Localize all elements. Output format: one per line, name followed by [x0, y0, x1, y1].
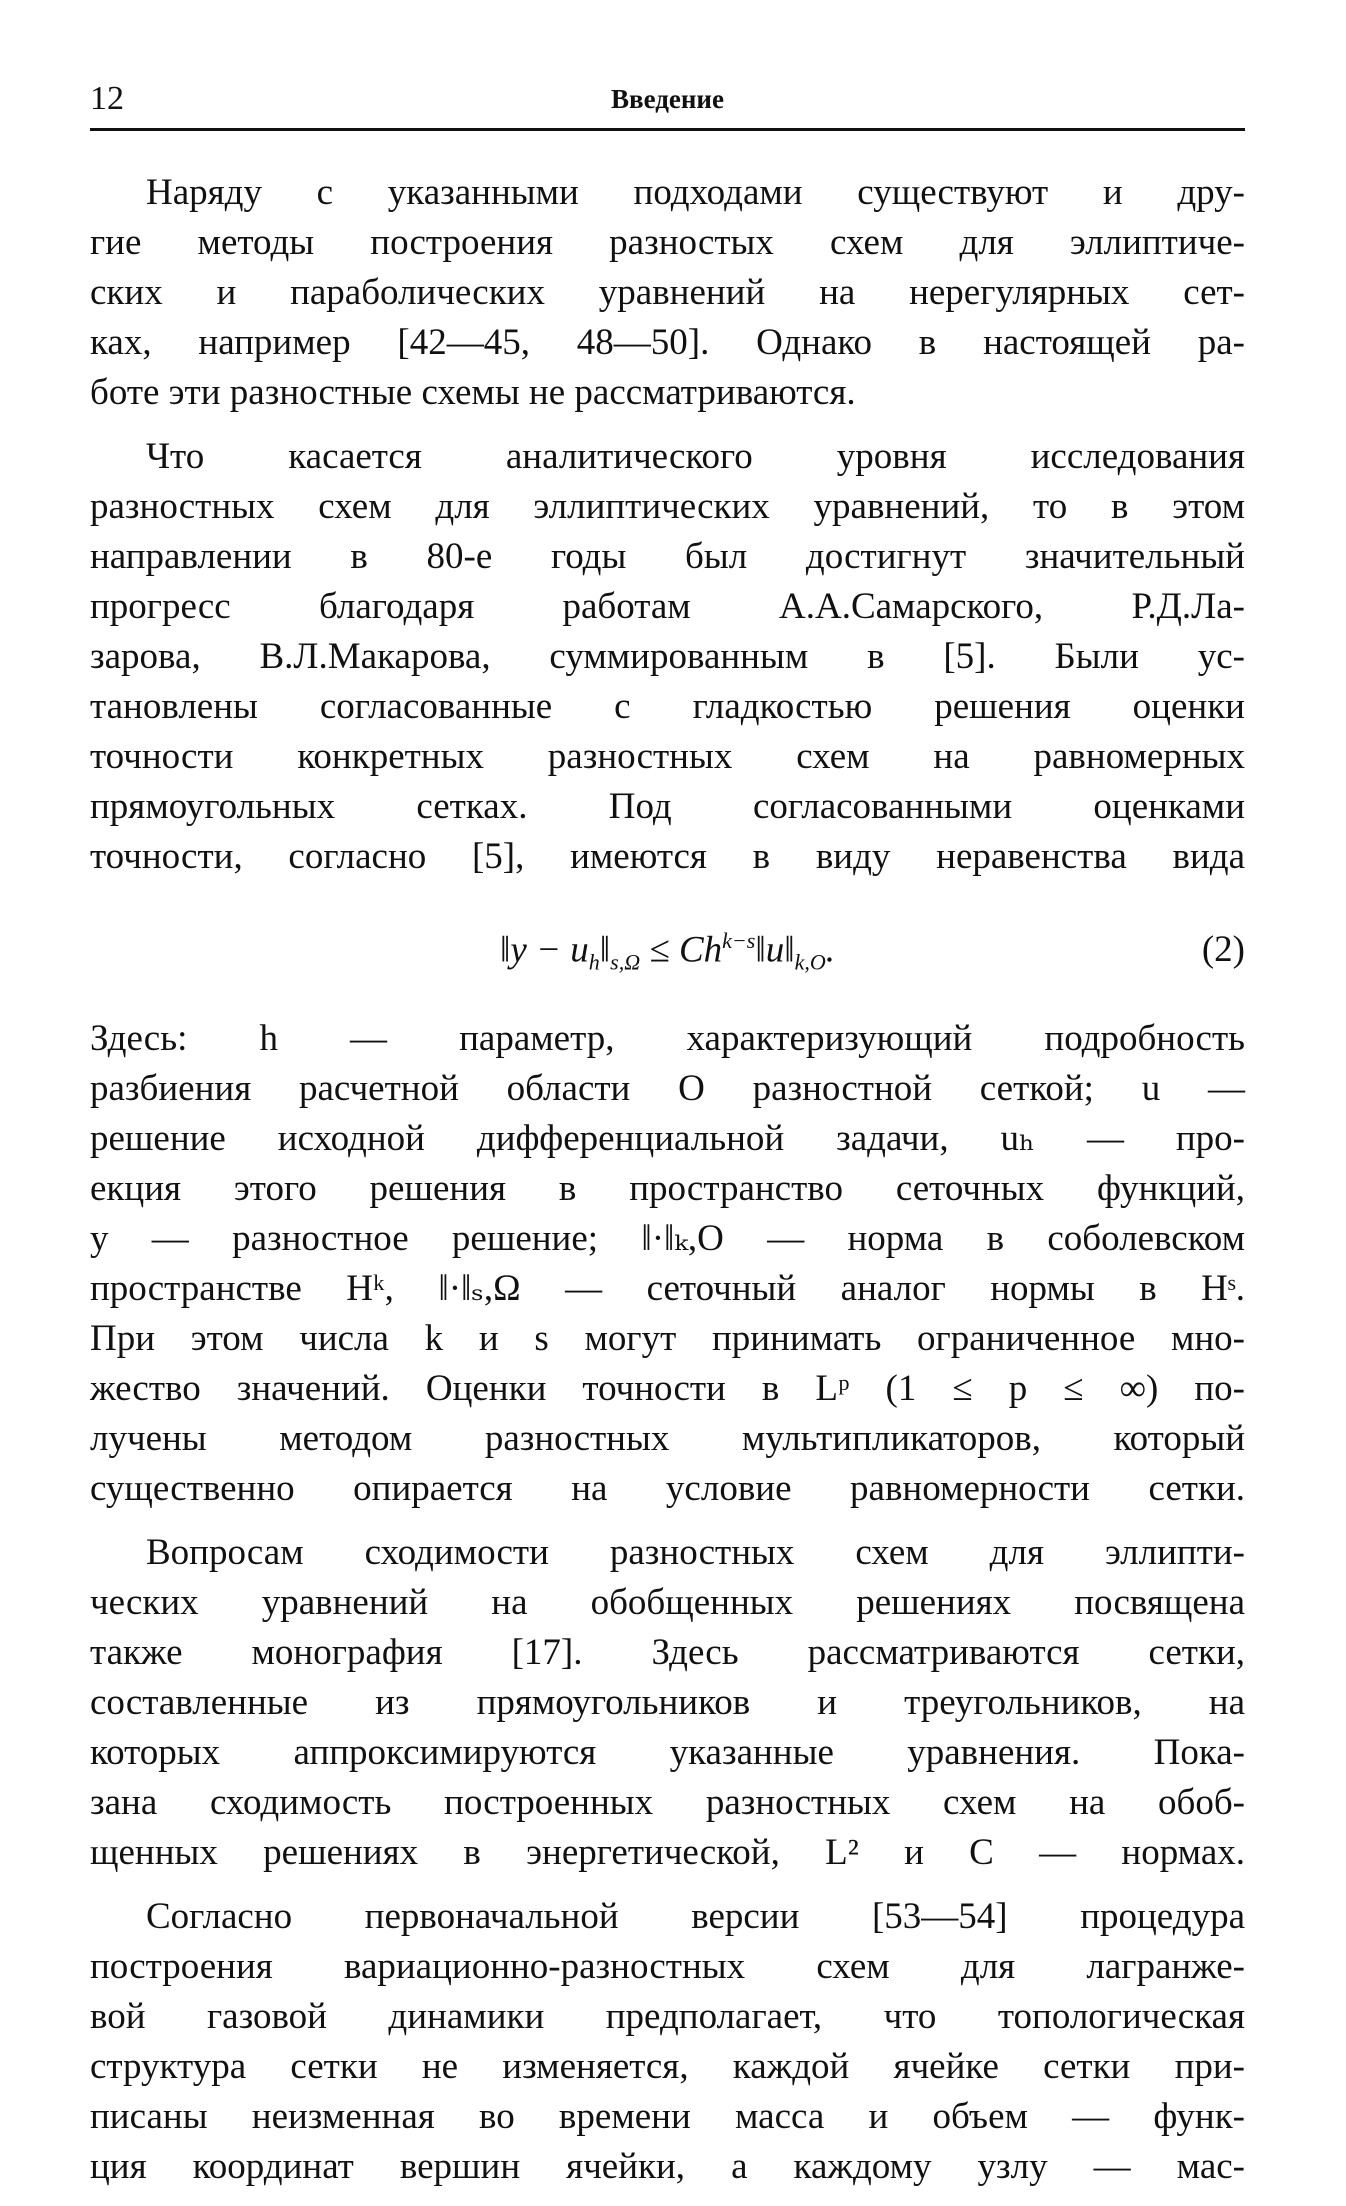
- text-line: зана сходимость построенных разностных схем на обоб-: [90, 1782, 1245, 1823]
- equation-2: [90, 896, 1245, 1014]
- text-line: Согласно первоначальной версии [53—54] процедура: [146, 1896, 1245, 1937]
- text-line: которых аппроксимируются указанные уравнения. Пока-: [90, 1732, 1245, 1773]
- text-line: точности, согласно [5], имеются в виду неравенства вида: [90, 836, 1245, 877]
- text-line: построения вариационно-разностных схем для лагранже-: [90, 1946, 1245, 1987]
- text-line: ках, например [42—45, 48—50]. Однако в настоящей ра-: [90, 322, 1245, 363]
- text-line: щенных решениях в энергетической, L² и C — нормах.: [90, 1832, 1245, 1873]
- text-line: гие методы построения разностых схем для эллиптиче-: [90, 222, 1245, 263]
- page-header: [90, 80, 1245, 124]
- page-number: 12: [90, 80, 124, 117]
- text-line: Что касается аналитического уровня исследования: [146, 436, 1245, 477]
- text-line: разностных схем для эллиптических уравнений, то в этом: [90, 486, 1245, 527]
- text-line: зарова, В.Л.Макарова, суммированным в [5]. Были ус-: [90, 636, 1245, 677]
- text-line: ция координат вершин ячейки, а каждому узлу — мас-: [90, 2146, 1245, 2187]
- paragraph-3: [90, 1014, 1245, 1514]
- text-line: лучены методом разностных мультипликаторов, который: [90, 1418, 1245, 1459]
- text-line: При этом числа k и s могут принимать ограниченное мно-: [90, 1318, 1245, 1359]
- text-line: екция этого решения в пространство сеточных функций,: [90, 1168, 1245, 1209]
- text-line: структура сетки не изменяется, каждой ячейке сетки при-: [90, 2046, 1245, 2087]
- text-line: вой газовой динамики предполагает, что топологическая: [90, 1996, 1245, 2037]
- text-line: писаны неизменная во времени масса и объем — функ-: [90, 2096, 1245, 2137]
- text-line: прямоугольных сетках. Под согласованными оценками: [90, 786, 1245, 827]
- header-rule: [90, 128, 1245, 131]
- text-line: y — разностное решение; ‖·‖ₖ,O — норма в соболевском: [90, 1218, 1245, 1259]
- text-line: Здесь: h — параметр, характеризующий подробность: [90, 1018, 1245, 1059]
- text-line: Вопросам сходимости разностных схем для эллипти-: [146, 1532, 1245, 1573]
- running-title: Введение: [611, 84, 724, 114]
- text-line: существенно опирается на условие равномерности сетки.: [90, 1468, 1245, 1509]
- page-body: [90, 168, 1245, 2206]
- text-line: точности конкретных разностных схем на равномерных: [90, 736, 1245, 777]
- text-line: прогресс благодаря работам А.А.Самарского, Р.Д.Ла-: [90, 586, 1245, 627]
- text-line: ческих уравнений на обобщенных решениях посвящена: [90, 1582, 1245, 1623]
- paragraph-1: [90, 168, 1245, 418]
- equation-formula: ‖y − $u_h‖_{s,\Omega}$ ≤ $Ch^{k-s}‖u‖_{k,O}$.: [499, 928, 835, 975]
- text-line: направлении в 80-е годы был достигнут значительный: [90, 536, 1245, 577]
- text-line: жество значений. Оценки точности в Lᵖ (1 ≤ p ≤ ∞) по-: [90, 1368, 1245, 1409]
- paragraph-4: [90, 1528, 1245, 1878]
- text-line: тановлены согласованные с гладкостью решения оценки: [90, 686, 1245, 727]
- paragraph-5: [90, 1892, 1245, 2192]
- text-line: Наряду с указанными подходами существуют и дру-: [146, 172, 1245, 213]
- text-line: также монография [17]. Здесь рассматриваются сетки,: [90, 1632, 1245, 1673]
- equation-number: (2): [1201, 929, 1245, 970]
- text-line: составленные из прямоугольников и треугольников, на: [90, 1682, 1245, 1723]
- text-line: боте эти разностные схемы не рассматриваются.: [90, 372, 856, 413]
- text-line: ских и параболических уравнений на нерегулярных сет-: [90, 272, 1245, 313]
- paragraph-2: [90, 432, 1245, 882]
- text-line: пространстве Hᵏ, ‖·‖ₛ,Ω — сеточный аналог нормы в Hˢ.: [90, 1268, 1245, 1309]
- text-line: решение исходной дифференциальной задачи, uₕ — про-: [90, 1118, 1245, 1159]
- text-line: разбиения расчетной области O разностной сеткой; u —: [90, 1068, 1245, 1109]
